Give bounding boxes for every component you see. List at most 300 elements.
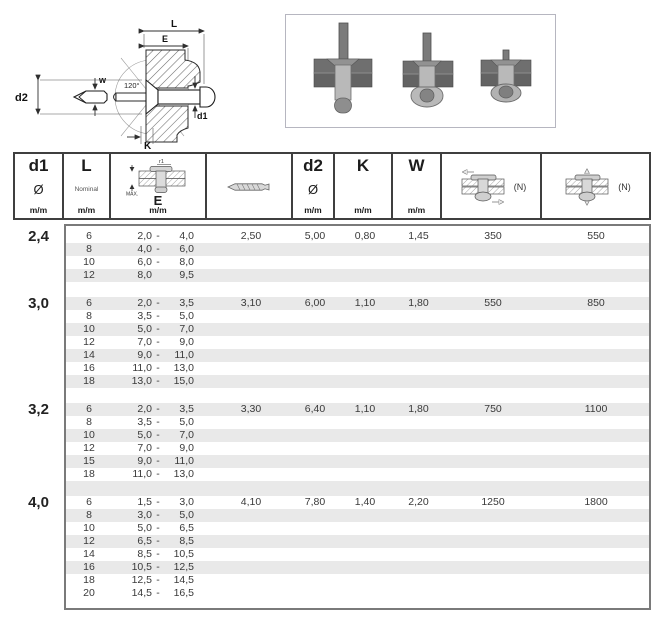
- grip-max-value: 16,5: [173, 587, 194, 599]
- grip-min-value: 6,0: [137, 256, 152, 268]
- cell-d2-diameter: [294, 442, 336, 455]
- cell-grip-range: [112, 535, 208, 548]
- cell-tensile-strength: [543, 548, 649, 561]
- cell-k-value: [336, 509, 394, 522]
- cell-d2-diameter: [294, 535, 336, 548]
- d1-group-label: 4,0: [28, 494, 49, 511]
- grip-min-value: 5,0: [137, 522, 152, 534]
- cell-grip-range: [112, 349, 208, 362]
- cell-shear-strength: [443, 336, 543, 349]
- grip-max-value: 9,0: [179, 442, 194, 454]
- tensile-newton-label: (N): [618, 181, 631, 192]
- w-unit: m/m: [407, 205, 426, 215]
- grip-range-dash: -: [156, 349, 160, 361]
- cell-grip-range: [112, 416, 208, 429]
- cell-tensile-strength: [543, 375, 649, 388]
- cell-w-value: [394, 574, 443, 587]
- grip-min-value: 11,0: [132, 468, 152, 480]
- grip-min-value: 3,5: [137, 416, 152, 428]
- cell-shear-strength: [443, 375, 543, 388]
- cell-tensile-strength: [543, 455, 649, 468]
- cell-grip-range: [112, 522, 208, 535]
- cell-drill-diameter: [208, 362, 294, 375]
- cell-tensile-strength: [543, 323, 649, 336]
- grip-max-value: 5,0: [179, 509, 194, 521]
- cell-length-nominal: 10: [83, 323, 95, 335]
- grip-range-dash: -: [156, 416, 160, 428]
- cell-drill-diameter: [208, 561, 294, 574]
- grip-range-dash: -: [156, 375, 160, 387]
- table-row: [66, 416, 649, 429]
- grip-min-value: 6,5: [137, 535, 152, 547]
- label-L: L: [171, 19, 178, 30]
- cell-tensile-strength: [543, 587, 649, 600]
- cell-length-nominal: 10: [83, 256, 95, 268]
- grip-max-value: 7,0: [179, 323, 194, 335]
- cell-d2-diameter: [294, 336, 336, 349]
- table-row: [66, 442, 649, 455]
- table-row: [66, 362, 649, 375]
- cell-drill-diameter: [208, 535, 294, 548]
- cell-tensile-strength: [543, 535, 649, 548]
- grip-range-dash: -: [156, 323, 160, 335]
- cell-k-value: [336, 522, 394, 535]
- cell-length-nominal: 12: [83, 535, 95, 547]
- cell-k-value: [336, 349, 394, 362]
- cell-shear-strength: [443, 442, 543, 455]
- cell-w-value: [394, 442, 443, 455]
- cell-drill-diameter: 4,10: [240, 496, 262, 508]
- table-row: [66, 496, 649, 509]
- table-row: [66, 548, 649, 561]
- drill-bit-icon: [226, 181, 272, 193]
- grip-max-value: 10,5: [173, 548, 194, 560]
- label-angle: 120°: [124, 81, 140, 90]
- cell-grip-range: [112, 269, 208, 282]
- header-cell-w: [393, 154, 442, 218]
- cell-d2-diameter: [294, 548, 336, 561]
- cell-k-value: [336, 561, 394, 574]
- cell-tensile-strength: 1100: [584, 403, 608, 415]
- grip-range-dash: -: [156, 403, 160, 415]
- cell-tensile-strength: [543, 336, 649, 349]
- cell-w-value: 2,20: [408, 496, 429, 508]
- label-w: w: [99, 75, 107, 85]
- cell-grip-range: [112, 256, 208, 269]
- cell-d2-diameter: 5,00: [304, 230, 326, 242]
- grip-range-icon: [125, 158, 191, 196]
- cell-shear-strength: [443, 416, 543, 429]
- grip-max-value: 14,5: [173, 574, 194, 586]
- cell-drill-diameter: [208, 548, 294, 561]
- grip-min-value: 4,0: [137, 243, 152, 255]
- header-cell-drill-diameter: [207, 154, 293, 218]
- table-row: [66, 522, 649, 535]
- cell-shear-strength: [443, 548, 543, 561]
- grip-range-dash: -: [156, 243, 160, 255]
- grip-range-dash: -: [156, 455, 160, 467]
- grip-range-dash: -: [156, 297, 160, 309]
- grip-max-value: 6,0: [179, 243, 194, 255]
- cell-grip-range: [112, 375, 208, 388]
- cell-grip-range: [112, 561, 208, 574]
- cell-grip-range: [112, 429, 208, 442]
- cell-grip-range: [112, 297, 208, 310]
- diameter-symbol: Ø: [33, 181, 44, 197]
- label-K: K: [144, 141, 152, 150]
- cell-shear-strength: [443, 256, 543, 269]
- cell-shear-strength: [443, 323, 543, 336]
- grip-range-dash: -: [156, 230, 160, 242]
- tensile-strength-icon: [560, 168, 614, 206]
- cell-shear-strength: [443, 522, 543, 535]
- grip-max-value: 7,0: [179, 429, 194, 441]
- cell-d2-diameter: [294, 509, 336, 522]
- rivet-body: [158, 90, 200, 104]
- table-row: [66, 230, 649, 243]
- table-row: [66, 323, 649, 336]
- cell-shear-strength: [443, 574, 543, 587]
- cell-w-value: [394, 548, 443, 561]
- cell-k-value: [336, 256, 394, 269]
- cell-grip-range: [112, 442, 208, 455]
- cell-length-nominal: 6: [86, 403, 92, 415]
- grip-range-dash: -: [156, 496, 160, 508]
- table-row: [66, 403, 649, 416]
- cell-k-value: [336, 310, 394, 323]
- cell-k-value: [336, 269, 394, 282]
- shear-newton-label: (N): [513, 181, 527, 192]
- header-cell-grip-range: [111, 154, 207, 218]
- grip-max-value: 5,0: [179, 310, 194, 322]
- d1-title: d1: [28, 156, 49, 175]
- rivet-group-d1-3,0: [28, 295, 649, 388]
- cell-w-value: [394, 349, 443, 362]
- grip-range-dash: [152, 269, 164, 282]
- k-title: K: [356, 156, 370, 175]
- cell-d2-diameter: [294, 468, 336, 481]
- grip-min-value: 10,5: [131, 561, 152, 573]
- cell-drill-diameter: [208, 455, 294, 468]
- cell-d2-diameter: [294, 323, 336, 336]
- cell-w-value: [394, 522, 443, 535]
- cell-grip-range: [112, 310, 208, 323]
- cell-grip-range: [112, 403, 208, 416]
- table-row: [66, 297, 649, 310]
- cell-length-nominal: 20: [83, 587, 95, 599]
- cell-shear-strength: 750: [484, 403, 502, 415]
- mandrel-head: [200, 87, 215, 107]
- cell-length-nominal: 18: [83, 375, 95, 387]
- grip-min-value: 2,0: [137, 297, 152, 309]
- cell-grip-range: [112, 574, 208, 587]
- grip-max-value: 9,5: [179, 269, 194, 281]
- cell-shear-strength: [443, 587, 543, 600]
- cell-shear-strength: [443, 269, 543, 282]
- label-E: E: [162, 34, 169, 44]
- cell-length-nominal: 10: [83, 522, 95, 534]
- cell-length-nominal: 6: [86, 230, 92, 242]
- grip-max-value: 9,0: [179, 336, 194, 348]
- cell-w-value: [394, 535, 443, 548]
- grip-max-value: 3,5: [179, 297, 194, 309]
- grip-min-value: 9,0: [137, 349, 152, 361]
- cell-w-value: [394, 375, 443, 388]
- l-subtitle: Nominal: [74, 185, 99, 193]
- cell-drill-diameter: [208, 323, 294, 336]
- cell-d2-diameter: [294, 269, 336, 282]
- grip-min-value: 5,0: [137, 323, 152, 335]
- table-row: [66, 336, 649, 349]
- grip-range-dash: -: [156, 548, 160, 560]
- cell-shear-strength: [443, 429, 543, 442]
- cell-w-value: [394, 336, 443, 349]
- cell-w-value: [394, 323, 443, 336]
- cell-length-nominal: 10: [83, 429, 95, 441]
- cell-w-value: 1,45: [408, 230, 429, 242]
- cell-d2-diameter: [294, 429, 336, 442]
- cell-tensile-strength: [543, 269, 649, 282]
- plate-section-lower: [146, 106, 188, 142]
- grip-min-value: 12,5: [131, 574, 152, 586]
- cell-d2-diameter: [294, 375, 336, 388]
- cell-grip-range: [112, 336, 208, 349]
- header-cell-k: [335, 154, 393, 218]
- diameter-symbol: Ø: [307, 181, 319, 197]
- table-row: [66, 587, 649, 600]
- cell-drill-diameter: [208, 522, 294, 535]
- cell-w-value: [394, 455, 443, 468]
- grip-max-value: 3,5: [179, 403, 194, 415]
- cell-shear-strength: [443, 509, 543, 522]
- cell-shear-strength: 550: [484, 297, 502, 309]
- stage-2-rivet-setting-icon: [399, 31, 457, 115]
- e-unit: m/m: [149, 205, 167, 215]
- cell-length-nominal: 12: [83, 442, 95, 454]
- cell-w-value: [394, 310, 443, 323]
- cell-shear-strength: 350: [484, 230, 502, 242]
- grip-min-value: 8,5: [137, 548, 152, 560]
- grip-range-dash: -: [156, 574, 160, 586]
- grip-max-value: 11,0: [174, 349, 194, 361]
- cell-tensile-strength: [543, 310, 649, 323]
- cell-length-nominal: 8: [86, 310, 92, 322]
- cell-length-nominal: 18: [83, 468, 95, 480]
- grip-max-value: 15,0: [173, 375, 194, 387]
- plate-section-upper: [146, 50, 200, 88]
- cell-drill-diameter: [208, 375, 294, 388]
- cell-length-nominal: 8: [86, 509, 92, 521]
- grip-min-value: 9,0: [137, 455, 152, 467]
- table-row: [66, 429, 649, 442]
- cell-d2-diameter: [294, 522, 336, 535]
- table-body: [28, 224, 651, 610]
- grip-range-dash: -: [156, 429, 160, 441]
- cell-w-value: [394, 561, 443, 574]
- grip-min-value: 11,0: [132, 362, 152, 374]
- cell-w-value: [394, 269, 443, 282]
- cell-w-value: [394, 587, 443, 600]
- cell-k-value: 1,10: [354, 297, 376, 309]
- grip-max-value: 5,0: [179, 416, 194, 428]
- e-label-wrap: [149, 195, 166, 215]
- cell-d2-diameter: [294, 587, 336, 600]
- cell-k-value: [336, 243, 394, 256]
- cell-drill-diameter: [208, 310, 294, 323]
- grip-max-value: 6,5: [179, 522, 194, 534]
- cell-length-nominal: 6: [86, 496, 92, 508]
- grip-range-dash: -: [156, 509, 160, 521]
- grip-range-dash: -: [156, 535, 160, 547]
- grip-range-dash: -: [156, 310, 160, 322]
- grip-min-value: 3,5: [137, 310, 152, 322]
- grip-max-value: 8,5: [179, 535, 194, 547]
- cell-shear-strength: 1250: [481, 496, 505, 508]
- cell-length-nominal: 15: [83, 455, 95, 467]
- cell-tensile-strength: 550: [587, 230, 605, 242]
- shear-strength-icon: [456, 168, 510, 206]
- rivet-technical-drawing: [4, 4, 242, 150]
- grip-min-value: 2,0: [137, 230, 152, 242]
- grip-max-value: 12,5: [173, 561, 194, 573]
- cell-drill-diameter: 3,10: [240, 297, 262, 309]
- table-row: [66, 310, 649, 323]
- cell-shear-strength: [443, 349, 543, 362]
- cell-drill-diameter: [208, 442, 294, 455]
- grip-min-value: 3,0: [137, 509, 152, 521]
- cell-tensile-strength: [543, 509, 649, 522]
- cell-k-value: [336, 442, 394, 455]
- cell-w-value: [394, 416, 443, 429]
- cell-tensile-strength: [543, 561, 649, 574]
- d1-group-label: 3,0: [28, 295, 49, 312]
- cell-d2-diameter: [294, 455, 336, 468]
- cell-drill-diameter: [208, 587, 294, 600]
- cell-tensile-strength: [543, 574, 649, 587]
- table-row: [66, 455, 649, 468]
- grip-max-value: 11,0: [174, 455, 194, 467]
- cell-k-value: [336, 535, 394, 548]
- cell-k-value: [336, 375, 394, 388]
- cell-length-nominal: 18: [83, 574, 95, 586]
- cell-grip-range: [112, 243, 208, 256]
- table-row: [66, 269, 649, 282]
- cell-d2-diameter: 7,80: [304, 496, 326, 508]
- cell-w-value: 1,80: [408, 297, 429, 309]
- cell-k-value: [336, 416, 394, 429]
- d1-unit: m/m: [29, 205, 48, 215]
- d2-title: d2: [303, 156, 323, 175]
- grip-range-dash: -: [156, 362, 160, 374]
- grip-max-value: 13,0: [173, 468, 194, 480]
- cell-tensile-strength: [543, 442, 649, 455]
- table-row: [66, 243, 649, 256]
- grip-top-note: r1: [159, 159, 164, 165]
- grip-min-value: 1,5: [137, 496, 152, 508]
- cell-shear-strength: [443, 243, 543, 256]
- cell-grip-range: [112, 323, 208, 336]
- cell-drill-diameter: [208, 429, 294, 442]
- header-cell-shear-strength: [442, 154, 542, 218]
- cell-grip-range: [112, 468, 208, 481]
- cell-length-nominal: 14: [83, 349, 95, 361]
- l-title: L: [81, 156, 92, 175]
- cell-grip-range: [112, 362, 208, 375]
- cell-drill-diameter: [208, 416, 294, 429]
- cell-tensile-strength: [543, 362, 649, 375]
- cell-w-value: [394, 362, 443, 375]
- cell-grip-range: [112, 548, 208, 561]
- cell-drill-diameter: [208, 269, 294, 282]
- d1-group-label: 2,4: [28, 228, 49, 245]
- w-title: W: [408, 156, 425, 175]
- rivet-group-d1-2,4: [28, 228, 649, 282]
- table-row: [66, 535, 649, 548]
- cell-k-value: 1,40: [354, 496, 376, 508]
- grip-range-dash: -: [156, 522, 160, 534]
- cell-tensile-strength: 1800: [584, 496, 608, 508]
- group-separator: [66, 388, 649, 403]
- cell-d2-diameter: [294, 416, 336, 429]
- cell-k-value: [336, 455, 394, 468]
- cell-tensile-strength: [543, 416, 649, 429]
- grip-min-value: 2,0: [137, 403, 152, 415]
- cell-drill-diameter: [208, 336, 294, 349]
- table-row: [66, 574, 649, 587]
- grip-max-value: 4,0: [179, 230, 194, 242]
- cell-w-value: 1,80: [408, 403, 429, 415]
- cell-drill-diameter: 3,30: [240, 403, 262, 415]
- grip-min-value: 13,0: [131, 375, 152, 387]
- cell-tensile-strength: [543, 349, 649, 362]
- cell-drill-diameter: [208, 256, 294, 269]
- cell-shear-strength: [443, 468, 543, 481]
- cell-w-value: [394, 256, 443, 269]
- table-row: [66, 561, 649, 574]
- grip-max-value: 8,0: [179, 256, 194, 268]
- table-header: [13, 152, 651, 220]
- cell-length-nominal: 16: [83, 561, 95, 573]
- cell-shear-strength: [443, 362, 543, 375]
- grip-min-value: 7,0: [137, 442, 152, 454]
- grip-min-value: 5,0: [137, 429, 152, 441]
- cell-k-value: [336, 468, 394, 481]
- cell-d2-diameter: [294, 574, 336, 587]
- cell-grip-range: [112, 496, 208, 509]
- cell-tensile-strength: 850: [587, 297, 605, 309]
- header-cell-length: [64, 154, 111, 218]
- grip-range-dash: -: [156, 561, 160, 573]
- rivet-group-d1-4,0: [28, 494, 649, 600]
- header-cell-d1: [15, 154, 64, 218]
- cell-drill-diameter: [208, 509, 294, 522]
- d2-unit: m/m: [304, 205, 322, 215]
- grip-max-note: MAX.: [126, 191, 139, 196]
- cell-d2-diameter: [294, 362, 336, 375]
- grip-range-dash: -: [156, 468, 160, 480]
- cell-drill-diameter: [208, 243, 294, 256]
- cell-length-nominal: 16: [83, 362, 95, 374]
- d1-group-label: 3,2: [28, 401, 49, 418]
- stage-3-rivet-set-icon: [477, 48, 535, 114]
- cell-shear-strength: [443, 455, 543, 468]
- header-cell-d2: [293, 154, 335, 218]
- grip-min-value: 8,0: [137, 269, 152, 281]
- cell-length-nominal: 8: [86, 416, 92, 428]
- cell-grip-range: [112, 587, 208, 600]
- cell-w-value: [394, 429, 443, 442]
- installation-stages-panel: [285, 14, 556, 128]
